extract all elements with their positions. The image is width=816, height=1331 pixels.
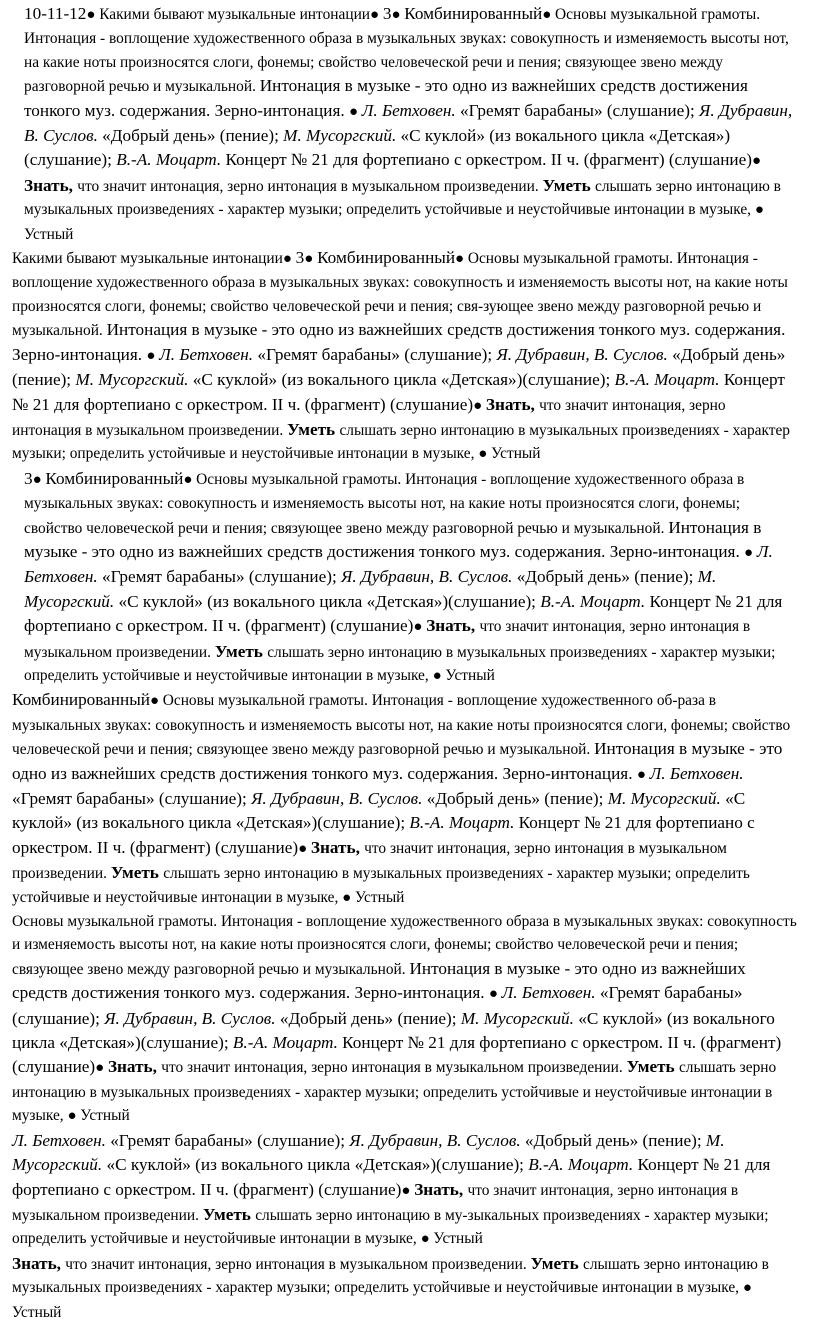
text-run: «Гремят барабаны» (слушание); bbox=[110, 1130, 350, 1150]
text-run: Устный bbox=[433, 1230, 483, 1248]
paragraph bbox=[12, 467, 798, 689]
text-run: слышать зерно интонацию в музыкальных произведениях - характер музыки; определить устойчивые и неустойчивые интонации в музыке, bbox=[24, 177, 781, 219]
text-run: Устный bbox=[354, 888, 405, 906]
composer-name: Я. Дубравин, В. Суслов. bbox=[496, 344, 673, 364]
bullet-icon: ● bbox=[751, 153, 762, 170]
text-run: «Добрый день» (пение); bbox=[516, 567, 698, 587]
bullet-icon: ● bbox=[342, 889, 355, 906]
text-run: «Гремят барабаны» (слушание); bbox=[257, 344, 497, 364]
bullet-icon: ● bbox=[742, 1280, 752, 1297]
text-run: «Гремят барабаны» (слушание); bbox=[101, 567, 342, 587]
text-run: 3 bbox=[382, 4, 392, 23]
text-run: что значит интонация, зерно интонация в музыкальном произведении. bbox=[12, 396, 726, 439]
text-run: слышать зерно интонацию в музыкальных произведениях - характер музыки; определить устойчивые и неустойчивые интонации в музыке, bbox=[12, 1059, 777, 1125]
text-run: Интонация в музыке - это одно из важнейших средств достижения тонкого муз. содержания. Зерно-интонация. bbox=[24, 76, 748, 120]
composer-name: Л. Бетховен. bbox=[361, 100, 460, 120]
text-run: 3 bbox=[24, 468, 33, 488]
bullet-icon: ● bbox=[432, 667, 446, 684]
bold-term: Знать, bbox=[107, 1057, 162, 1077]
text-run: «Добрый день» (пение); bbox=[279, 1008, 461, 1028]
composer-name: М. Мусоргский. bbox=[460, 1008, 579, 1028]
text-run: «Гремят барабаны» (слушание); bbox=[12, 789, 252, 808]
text-run: что значит интонация, зерно интонация в музыкальном произведении. bbox=[161, 1059, 627, 1077]
composer-name: В.-А. Моцарт. bbox=[540, 591, 650, 611]
text-run: что значит интонация, зерно интонация в музыкальном произведении. bbox=[12, 839, 727, 883]
composer-name: Л. Бетховен. bbox=[649, 763, 744, 783]
text-run: Комбинированный bbox=[45, 468, 184, 488]
text-run: Какими бывают музыкальные интонации bbox=[99, 6, 371, 23]
text-run: слышать зерно интонацию в му-зыкальных произведениях - характер музыки; определить устойчивые и неустойчивые интонации в музыке, bbox=[12, 1206, 769, 1248]
text-run: 3 bbox=[295, 248, 305, 268]
bullet-icon: ● bbox=[413, 619, 427, 636]
bullet-icon: ● bbox=[754, 202, 764, 219]
text-run: Интонация в музыке - это одно из важнейших средств достижения тонкого муз. содержания. Зерно-интонация. bbox=[24, 517, 762, 561]
composer-name: Л. Бетховен. bbox=[501, 983, 600, 1003]
text-run: слышать зерно интонацию в музыкальных произведениях - характер музыки; определить устойчивые и неустойчивые интонации в музыке, bbox=[24, 643, 776, 684]
bullet-icon: ● bbox=[298, 840, 311, 857]
paragraph bbox=[12, 910, 798, 1129]
text-run: «Добрый день» (пение); bbox=[102, 126, 284, 146]
bold-term: Уметь bbox=[542, 175, 595, 195]
bullet-icon: ● bbox=[744, 544, 757, 561]
bullet-icon: ● bbox=[95, 1060, 108, 1077]
bold-term: Уметь bbox=[626, 1057, 679, 1077]
bold-term: Знать, bbox=[485, 394, 540, 414]
composer-name: М. Мусоргский. bbox=[283, 126, 401, 146]
text-run: что значит интонация, зерно интонация в музыкальном произведении. bbox=[24, 618, 751, 661]
bullet-icon: ● bbox=[146, 347, 160, 364]
text-run: «Добрый день» (пение); bbox=[12, 344, 786, 390]
text-run: Устный bbox=[24, 225, 74, 243]
text-run: Концерт № 21 для фортепиано с оркестром. II ч. (фрагмент) (слушание) bbox=[24, 591, 783, 636]
bullet-icon: ● bbox=[455, 251, 468, 268]
text-run: Устный bbox=[12, 1303, 62, 1321]
bullet-icon: ● bbox=[473, 397, 486, 414]
bullet-icon: ● bbox=[86, 7, 100, 23]
bold-term: Знать, bbox=[12, 1253, 66, 1273]
text-run: что значит интонация, зерно интонация в музыкальном произведении. bbox=[77, 177, 543, 195]
bold-term: Знать, bbox=[24, 175, 78, 195]
text-run: Концерт № 21 для фортепиано с оркестром. II ч. (фрагмент) (слушание) bbox=[12, 370, 785, 414]
text-run: Интонация в музыке - это одно из важнейших средств достижения тонкого муз. содержания. Зерно-интонация. bbox=[12, 320, 786, 364]
paragraph bbox=[12, 2, 798, 246]
bullet-icon: ● bbox=[348, 103, 362, 120]
composer-name: В.-А. Моцарт. bbox=[116, 150, 226, 170]
bullet-icon: ● bbox=[67, 1108, 81, 1125]
bold-term: Знать, bbox=[426, 616, 480, 636]
text-run: Устный bbox=[491, 445, 541, 463]
text-run: «С куклой» (из вокального цикла «Детская»)(слушание); bbox=[192, 370, 615, 390]
text-run: Комбинированный bbox=[317, 248, 456, 268]
text-run: «С куклой» (из вокального цикла «Детская»)(слушание); bbox=[118, 591, 541, 611]
text-run: «Гремят барабаны» (слушание); bbox=[459, 100, 700, 120]
paragraph bbox=[12, 246, 798, 467]
text-run: что значит интонация, зерно интонация в музыкальном произведении. bbox=[65, 1255, 531, 1273]
text-run: Интонация в музыке - это одно из важнейших средств достижения тонкого муз. содержания. Зерно-интонация. bbox=[12, 958, 746, 1003]
bullet-icon: ● bbox=[183, 471, 197, 488]
bold-term: Уметь bbox=[214, 641, 268, 661]
text-run: Основы музыкальной грамоты. Интонация - воплощение художественного образа в музыкальных звуках: совокупность и изменяемость высоты нот, на какие ноты произносятся слоги, фонемы; свойство человеческой речи и пения; связующее звено между разговорной речью и музыкальной. bbox=[24, 6, 789, 96]
composer-name: Л. Бетховен. bbox=[12, 1130, 111, 1150]
bullet-icon: ● bbox=[478, 446, 492, 463]
text-run: слышать зерно интонацию в музыкальных произведениях - характер музыки; определить устойчивые и неустойчивые интонации в музыке, bbox=[12, 865, 750, 906]
bullet-icon: ● bbox=[488, 986, 502, 1003]
text-run: «Добрый день» (пение); bbox=[524, 1130, 706, 1150]
text-run: «С куклой» (из вокального цикла «Детская»)(слушание); bbox=[106, 1155, 529, 1175]
composer-name: Я. Дубравин, В. Суслов. bbox=[24, 100, 793, 146]
bold-term: Знать, bbox=[310, 837, 365, 857]
text-run: 10-11-12 bbox=[24, 4, 87, 23]
composer-name: В.-А. Моцарт. bbox=[232, 1033, 343, 1053]
text-run: слышать зерно интонацию в музыкальных произведениях - характер музыки; определить устойчивые и неустойчивые интонации в музыке, bbox=[12, 1255, 769, 1297]
text-run: «С куклой» (из вокального цикла «Детская»)(слушание); bbox=[24, 126, 731, 170]
text-run: Устный bbox=[80, 1107, 130, 1125]
bullet-icon: ● bbox=[401, 1182, 415, 1199]
text-run: Основы музыкальной грамоты. Интонация - воплощение художественного образа в музыкальных звуках: совокупность и изменяемость высоты нот, на какие ноты произносятся слоги, фонемы; свойство человеческой речи и пения; связующее звено между разговорной речью и музыкальной. bbox=[12, 913, 797, 978]
composer-name: М. Мусоргский. bbox=[12, 1130, 725, 1175]
text-run: «С куклой» (из вокального цикла «Детская»)(слушание); bbox=[12, 789, 746, 833]
text-run: что значит интонация, зерно интонация в музыкальном произведении. bbox=[12, 1181, 739, 1224]
text-run: Основы музыкальной грамоты. Интонация - воплощение художественного образа в музыкальных звуках: совокупность и изменяемость высоты нот, на какие ноты произносятся слоги, фонемы; свойство человеческой речи и пения; связующее звено между разговорной речью и музыкальной. bbox=[24, 470, 745, 537]
composer-name: М. Мусоргский. bbox=[24, 567, 717, 611]
bullet-icon: ● bbox=[391, 7, 405, 23]
composer-name: В.-А. Моцарт. bbox=[528, 1155, 638, 1175]
bullet-icon: ● bbox=[542, 7, 556, 23]
composer-name: Л. Бетховен. bbox=[24, 541, 773, 587]
bullet-icon: ● bbox=[636, 766, 650, 783]
bullet-icon: ● bbox=[304, 251, 318, 268]
paragraph bbox=[12, 1252, 798, 1324]
text-run: Концерт № 21 для фортепиано с оркестром. II ч. (фрагмент) (слушание) bbox=[12, 1033, 782, 1077]
text-run: «Добрый день» (пение); bbox=[426, 789, 608, 808]
composer-name: Я. Дубравин, В. Суслов. bbox=[349, 1130, 525, 1150]
text-run: Комбинированный bbox=[12, 690, 150, 710]
bullet-icon: ● bbox=[149, 693, 163, 710]
text-run: Основы музыкальной грамоты. Интонация - воплощение художественного об-раза в музыкальных звуках: совокупность и изменяемость высоты нот, на какие ноты произносятся слоги, фонемы; свойство человеческой речи и пения; связующее звено между разговорной речью и музыкальной. bbox=[12, 692, 791, 759]
text-run: Комбинированный bbox=[404, 4, 543, 23]
text-run: Концерт № 21 для фортепиано с оркестром. II ч. (фрагмент) (слушание) bbox=[225, 150, 752, 170]
composer-name: Л. Бетховен. bbox=[159, 344, 258, 364]
bold-term: Уметь bbox=[287, 419, 340, 439]
bullet-icon: ● bbox=[32, 471, 46, 488]
text-run: Концерт № 21 для фортепиано с оркестром. II ч. (фрагмент) (слушание) bbox=[12, 1155, 771, 1199]
text-run: Основы музыкальной грамоты. Интонация - воплощение художественного образа в музыкальных звуках: совокупность и изменяемость высоты нот, на какие ноты произносятся слоги, фонемы; свойство человеческой речи и пения; свя-зующее звено между разговорной речью и музыкальной. bbox=[12, 250, 788, 340]
text-run: слышать зерно интонацию в музыкальных произведениях - характер музыки; определить устойчивые и неустойчивые интонации в музыке, bbox=[12, 421, 790, 463]
bold-term: Уметь bbox=[110, 863, 164, 883]
text-run: Концерт № 21 для фортепиано с оркестром. II ч. (фрагмент) (слушание) bbox=[12, 813, 755, 857]
composer-name: М. Мусоргский. bbox=[607, 789, 726, 808]
composer-name: В.-А. Моцарт. bbox=[614, 370, 724, 390]
bullet-icon: ● bbox=[282, 251, 296, 268]
text-run: Интонация в музыке - это одно из важнейших средств достижения тонкого муз. содержания. Зерно-интонация. bbox=[12, 739, 783, 783]
text-run: «Гремят барабаны» (слушание); bbox=[12, 983, 743, 1028]
composer-name: Я. Дубравин, В. Суслов. bbox=[251, 789, 427, 808]
composer-name: В.-А. Моцарт. bbox=[409, 813, 519, 833]
composer-name: М. Мусоргский. bbox=[75, 370, 193, 390]
text-run: «С куклой» (из вокального цикла «Детская»)(слушание); bbox=[12, 1008, 775, 1053]
composer-name: Я. Дубравин, В. Суслов. bbox=[341, 567, 517, 587]
bold-term: Знать, bbox=[414, 1179, 468, 1199]
paragraph bbox=[12, 688, 798, 910]
bullet-icon: ● bbox=[370, 7, 383, 23]
bold-term: Уметь bbox=[202, 1204, 256, 1224]
text-run: Какими бывают музыкальные интонации bbox=[12, 250, 283, 268]
bullet-icon: ● bbox=[420, 1231, 434, 1248]
paragraph bbox=[12, 1129, 798, 1252]
bold-term: Уметь bbox=[530, 1253, 583, 1273]
composer-name: Я. Дубравин, В. Суслов. bbox=[104, 1008, 280, 1028]
text-run: Устный bbox=[445, 666, 495, 684]
